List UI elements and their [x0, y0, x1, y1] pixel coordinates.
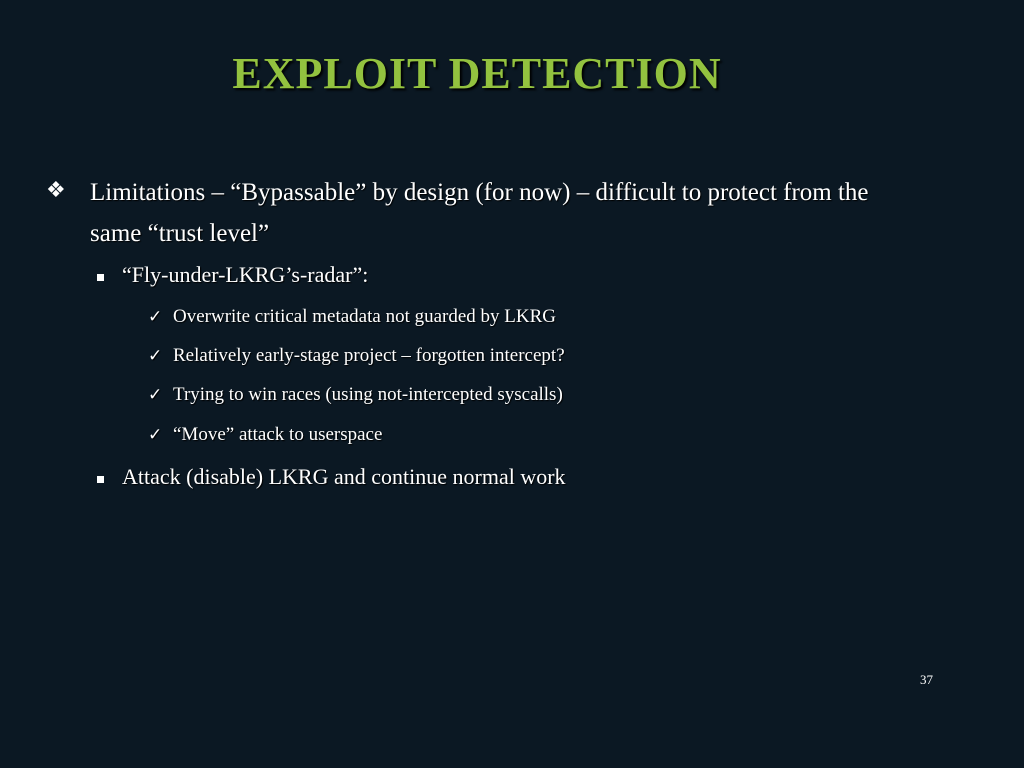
diamond-bullet-icon: ❖: [46, 178, 66, 203]
check-item-text: Trying to win races (using not-intercepted syscalls): [173, 384, 563, 405]
check-item-text: Relatively early-stage project – forgotten intercept?: [173, 345, 565, 366]
page-number: 37: [920, 672, 933, 687]
sub-bullet-text: Attack (disable) LKRG and continue normal work: [122, 464, 566, 489]
checkmark-icon: ✓: [148, 385, 163, 405]
sub-bullet-text: “Fly-under-LKRG’s-radar”:: [122, 262, 369, 287]
check-item-text: Overwrite critical metadata not guarded by LKRG: [173, 306, 557, 327]
square-bullet-icon: [97, 476, 104, 483]
slide-title: EXPLOIT DETECTION: [232, 49, 722, 98]
checkmark-icon: ✓: [148, 346, 163, 366]
check-item-text: “Move” attack to userspace: [173, 424, 383, 445]
checkmark-icon: ✓: [148, 307, 163, 327]
checkmark-icon: ✓: [148, 425, 163, 445]
square-bullet-icon: [97, 274, 104, 281]
bullet-text: Limitations – “Bypassable” by design (for now) – difficult to protect from the same “trust level”: [90, 179, 869, 247]
